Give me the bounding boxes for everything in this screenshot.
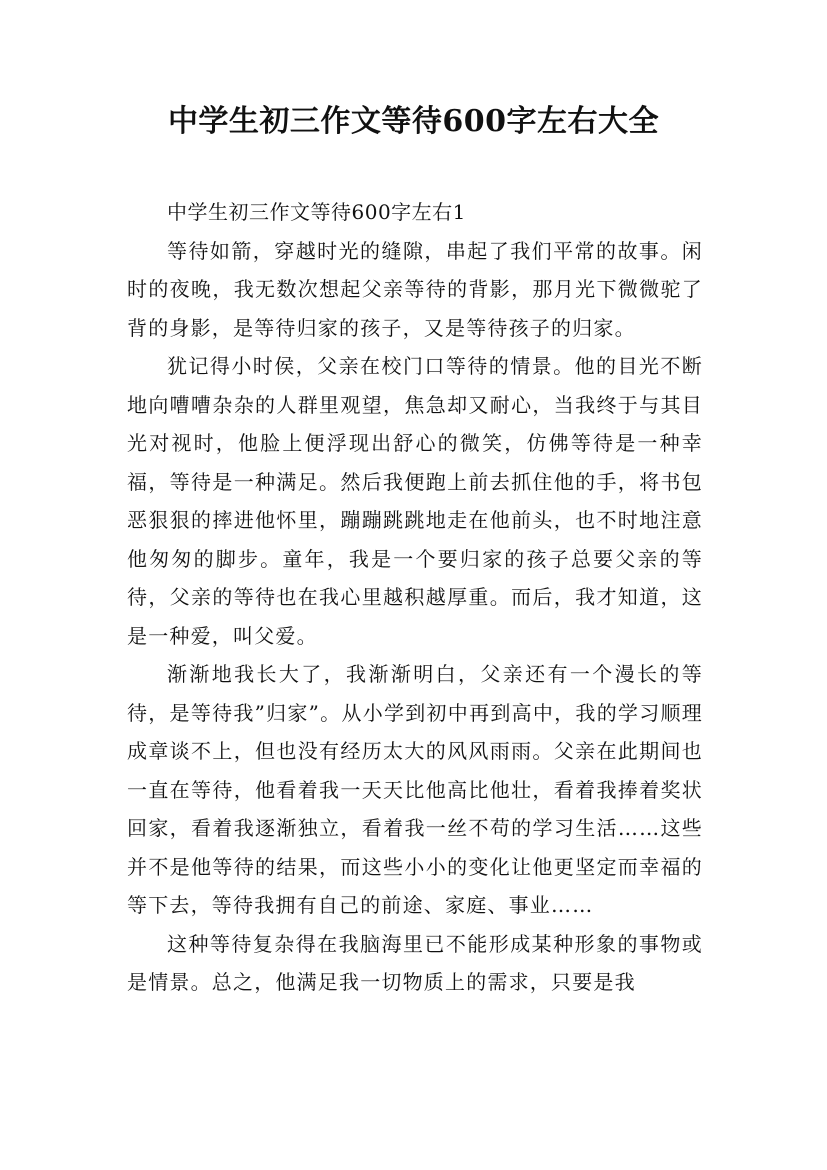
paragraph-4: 这种等待复杂得在我脑海里已不能形成某种形象的事物或是情景。总之，他满足我一切物质上的需求，只要是我 [127,931,703,994]
paragraph-3: 渐渐地我长大了，我渐渐明白，父亲还有一个漫长的等待，是等待我”归家”。从小学到初中再到高中，我的学习顺理成章谈不上，但也没有经历太大的风风雨雨。父亲在此期间也一直在等待，他看着我一天天比他高比他壮，看着我捧着奖状回家，看着我逐渐独立，看着我一丝不苟的学习生活……这些并不是他等待的结果，而这些小小的变化让他更坚定而幸福的等下去，等待我拥有自己的前途、家庭、事业…… [127,662,703,917]
paragraph-1: 等待如箭，穿越时光的缝隙，串起了我们平常的故事。闲时的夜晚，我无数次想起父亲等待的背影，那月光下微微驼了背的身影，是等待归家的孩子，又是等待孩子的归家。 [127,238,703,340]
document-title: 中学生初三作文等待600字左右大全 [167,104,660,139]
document-body [127,193,703,1002]
paragraph-2: 犹记得小时侯，父亲在校门口等待的情景。他的目光不断地向嘈嘈杂杂的人群里观望，焦急却又耐心，当我终于与其目光对视时，他脸上便浮现出舒心的微笑，仿佛等待是一种幸福，等待是一种满足。然后我便跑上前去抓住他的手，将书包恶狠狠的摔进他怀里，蹦蹦跳跳地走在他前头，也不时地注意他匆匆的脚步。童年，我是一个要归家的孩子总要父亲的等待，父亲的等待也在我心里越积越厚重。而后，我才知道，这是一种爱，叫父爱。 [127,354,703,648]
essay-subtitle: 中学生初三作文等待600字左右1 [167,200,466,224]
